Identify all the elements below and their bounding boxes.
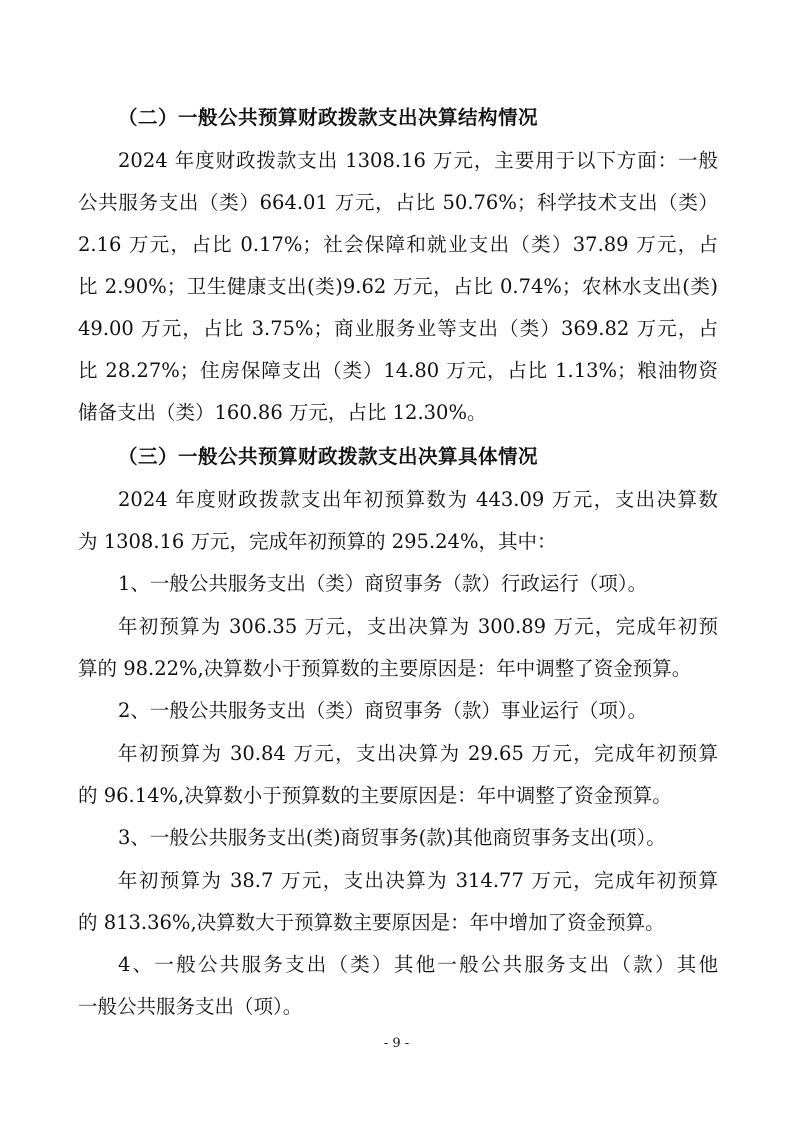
- paragraph-line: 年初预算为 38.7 万元，支出决算为 314.77 万元，完成年初预算: [118, 869, 718, 892]
- paragraph-line: 年初预算为 306.35 万元，支出决算为 300.89 万元，完成年初预: [118, 615, 718, 638]
- paragraph-line: 比 28.27%；住房保障支出（类）14.80 万元，占比 1.13%；粮油物资: [78, 359, 718, 382]
- item-3-title: 3、一般公共服务支出(类)商贸事务(款)其他商贸事务支出(项）。: [118, 826, 666, 849]
- paragraph-line: 2024 年度财政拨款支出 1308.16 万元，主要用于以下方面：一般: [118, 149, 718, 172]
- paragraph-line: 比 2.90%；卫生健康支出(类)9.62 万元，占比 0.74%；农林水支出(类): [78, 275, 718, 298]
- paragraph-line: 一般公共服务支出（项）。: [78, 995, 303, 1018]
- paragraph-line: 的 96.14%,决算数小于预算数的主要原因是：年中调整了资金预算。: [78, 784, 672, 807]
- paragraph-line: 2.16 万元，占比 0.17%；社会保障和就业支出（类）37.89 万元，占: [78, 233, 718, 256]
- paragraph-line: 2024 年度财政拨款支出年初预算数为 443.09 万元，支出决算数: [118, 488, 718, 511]
- item-2-title: 2、一般公共服务支出（类）商贸事务（款）事业运行（项）。: [118, 699, 648, 722]
- section-heading-3: （三）一般公共预算财政拨款支出决算具体情况: [118, 445, 539, 468]
- paragraph-line: 49.00 万元，占比 3.75%；商业服务业等支出（类）369.82 万元，占: [78, 317, 718, 340]
- item-1-title: 1、一般公共服务支出（类）商贸事务（款）行政运行（项）。: [118, 572, 648, 595]
- paragraph-line: 算的 98.22%,决算数小于预算数的主要原因是：年中调整了资金预算。: [78, 657, 692, 680]
- section-heading-2: （二）一般公共预算财政拨款支出决算结构情况: [118, 106, 539, 129]
- paragraph-line: 储备支出（类）160.86 万元，占比 12.30%。: [78, 401, 487, 424]
- paragraph-line: 公共服务支出（类）664.01 万元，占比 50.76%；科学技术支出（类）: [78, 191, 718, 214]
- page-number: - 9 -: [383, 1036, 410, 1051]
- paragraph-line: 年初预算为 30.84 万元，支出决算为 29.65 万元，完成年初预算: [118, 742, 718, 765]
- item-4-title: 4、一般公共服务支出（类）其他一般公共服务支出（款）其他: [118, 953, 718, 976]
- paragraph-line: 的 813.36%,决算数大于预算数主要原因是：年中增加了资金预算。: [78, 911, 665, 934]
- paragraph-line: 为 1308.16 万元，完成年初预算的 295.24%，其中：: [78, 530, 557, 553]
